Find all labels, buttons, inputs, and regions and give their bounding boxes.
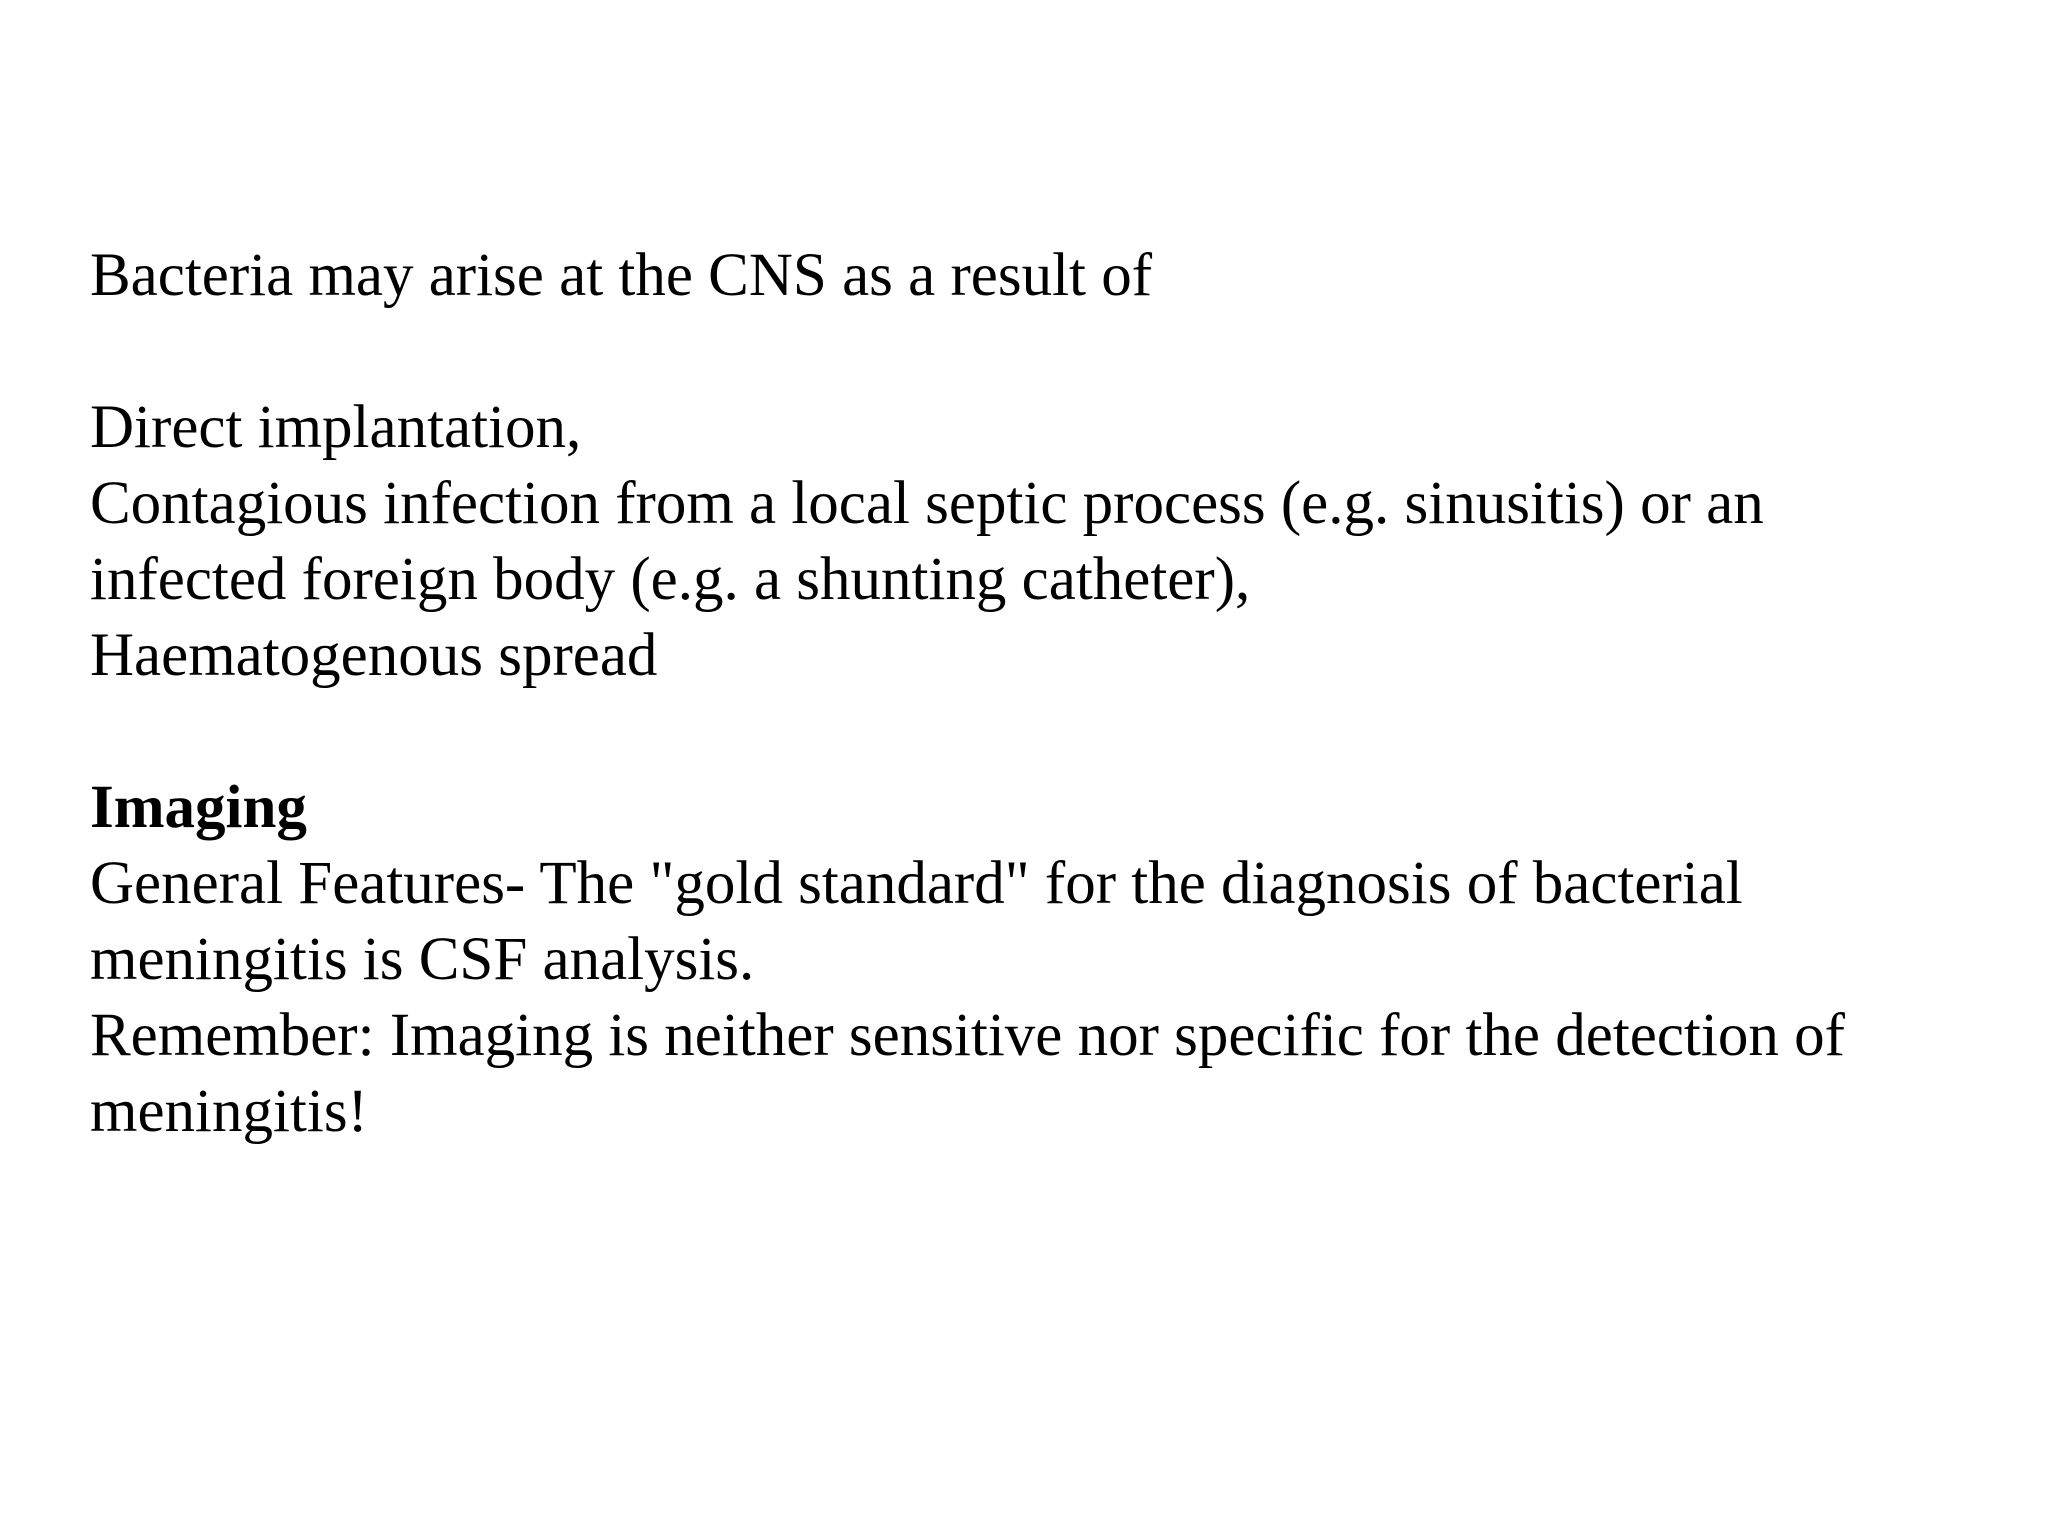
intro-text: Bacteria may arise at the CNS as a result of — [90, 242, 1153, 309]
spacer — [90, 314, 1990, 390]
cause-contagious-infection-cont: infected foreign body (e.g. a shunting catheter), — [90, 546, 1251, 613]
spacer — [90, 694, 1990, 770]
imaging-remember: Remember: Imaging is neither sensitive nor specific for the detection of — [90, 1002, 1845, 1069]
cause-haematogenous-spread: Haematogenous spread — [90, 622, 658, 689]
cause-direct-implantation: Direct implantation, — [90, 394, 582, 461]
imaging-remember-cont: meningitis! — [90, 1078, 368, 1145]
imaging-general-features: General Features- The "gold standard" for the diagnosis of bacterial — [90, 850, 1743, 917]
imaging-heading: Imaging — [90, 774, 307, 841]
slide-body — [90, 238, 1990, 1150]
cause-contagious-infection: Contagious infection from a local septic process (e.g. sinusitis) or an — [90, 470, 1764, 537]
imaging-general-features-cont: meningitis is CSF analysis. — [90, 926, 755, 993]
